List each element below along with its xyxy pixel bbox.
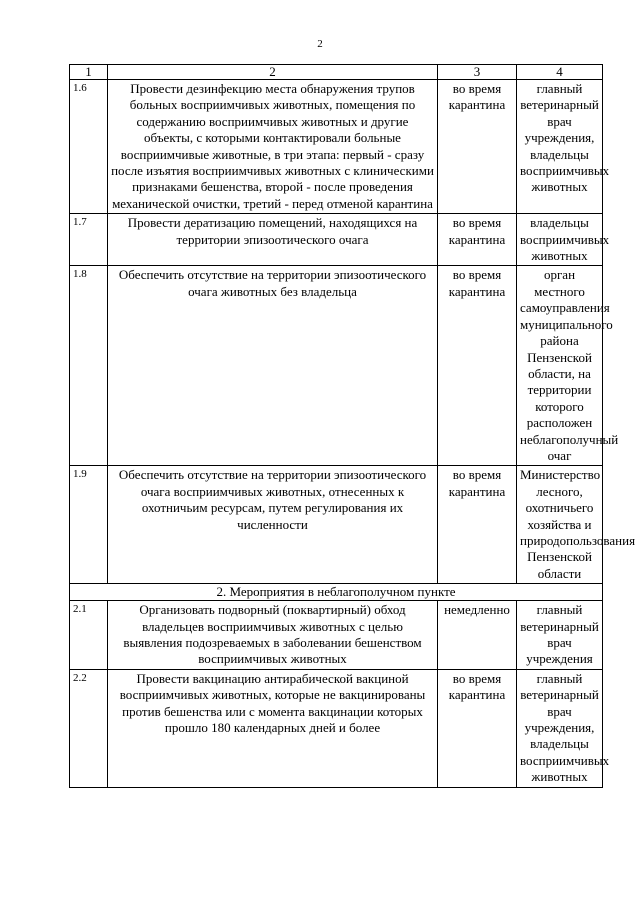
section-heading-row: [70, 584, 603, 601]
item-term: во время карантина: [438, 80, 517, 214]
item-responsible: главный ветеринарный врач учреждения, владельцы восприимчивых животных: [517, 80, 603, 214]
item-term: во время карантина: [438, 266, 517, 466]
item-description: Провести дезинфекцию места обнаружения трупов больных восприимчивых животных, помещения по содержанию восприимчивых животных и другие объекты, с которыми контактировали больные восприимчивые животные, в три этапа: первый - сразу после изъятия восприимчивых животных с клиническими признаками бешенства, второй - после проведения механической очистки, третий - перед отменой карантина: [108, 80, 438, 214]
table-row: [70, 466, 603, 584]
item-responsible: Министерство лесного, охотничьего хозяйства и природопользования Пензенской области: [517, 466, 603, 584]
item-responsible: главный ветеринарный врач учреждения: [517, 601, 603, 670]
item-description: Организовать подворный (поквартирный) обход владельцев восприимчивых животных с целью выявления подозреваемых в заболевании бешенством восприимчивых животных: [108, 601, 438, 670]
item-number: 2.1: [70, 601, 108, 670]
table-row: [70, 669, 603, 787]
item-term: во время карантина: [438, 466, 517, 584]
item-term: немедленно: [438, 601, 517, 670]
page-number: 2: [317, 38, 323, 50]
table-row: [70, 266, 603, 466]
item-description: Обеспечить отсутствие на территории эпизоотического очага животных без владельца: [108, 266, 438, 466]
item-term: во время карантина: [438, 214, 517, 266]
item-number: 1.8: [70, 266, 108, 466]
item-description: Обеспечить отсутствие на территории эпизоотического очага восприимчивых животных, отнесенных к охотничьим ресурсам, путем регулирования их численности: [108, 466, 438, 584]
measures-table: [69, 64, 636, 788]
item-description: Провести вакцинацию антирабической вакциной восприимчивых животных, которые не вакцинированы против бешенства или с момента вакцинации которых прошло 180 календарных дней и более: [108, 669, 438, 787]
table-row: [70, 601, 603, 670]
item-responsible: владельцы восприимчивых животных: [517, 214, 603, 266]
item-number: 2.2: [70, 669, 108, 787]
item-description: Провести дератизацию помещений, находящихся на территории эпизоотического очага: [108, 214, 438, 266]
column-header: 3: [438, 65, 517, 80]
table-header-row: [70, 65, 603, 80]
item-term: во время карантина: [438, 669, 517, 787]
column-header: 1: [70, 65, 108, 80]
column-header: 4: [517, 65, 603, 80]
item-number: 1.6: [70, 80, 108, 214]
table-row: [70, 80, 603, 214]
column-header: 2: [108, 65, 438, 80]
table-row: [70, 214, 603, 266]
item-responsible: орган местного самоуправления муниципального района Пензенской области, на территории которого расположен неблагополучный очаг: [517, 266, 603, 466]
item-responsible: главный ветеринарный врач учреждения, владельцы восприимчивых животных: [517, 669, 603, 787]
item-number: 1.9: [70, 466, 108, 584]
item-number: 1.7: [70, 214, 108, 266]
section-title: 2. Мероприятия в неблагополучном пункте: [70, 584, 603, 601]
